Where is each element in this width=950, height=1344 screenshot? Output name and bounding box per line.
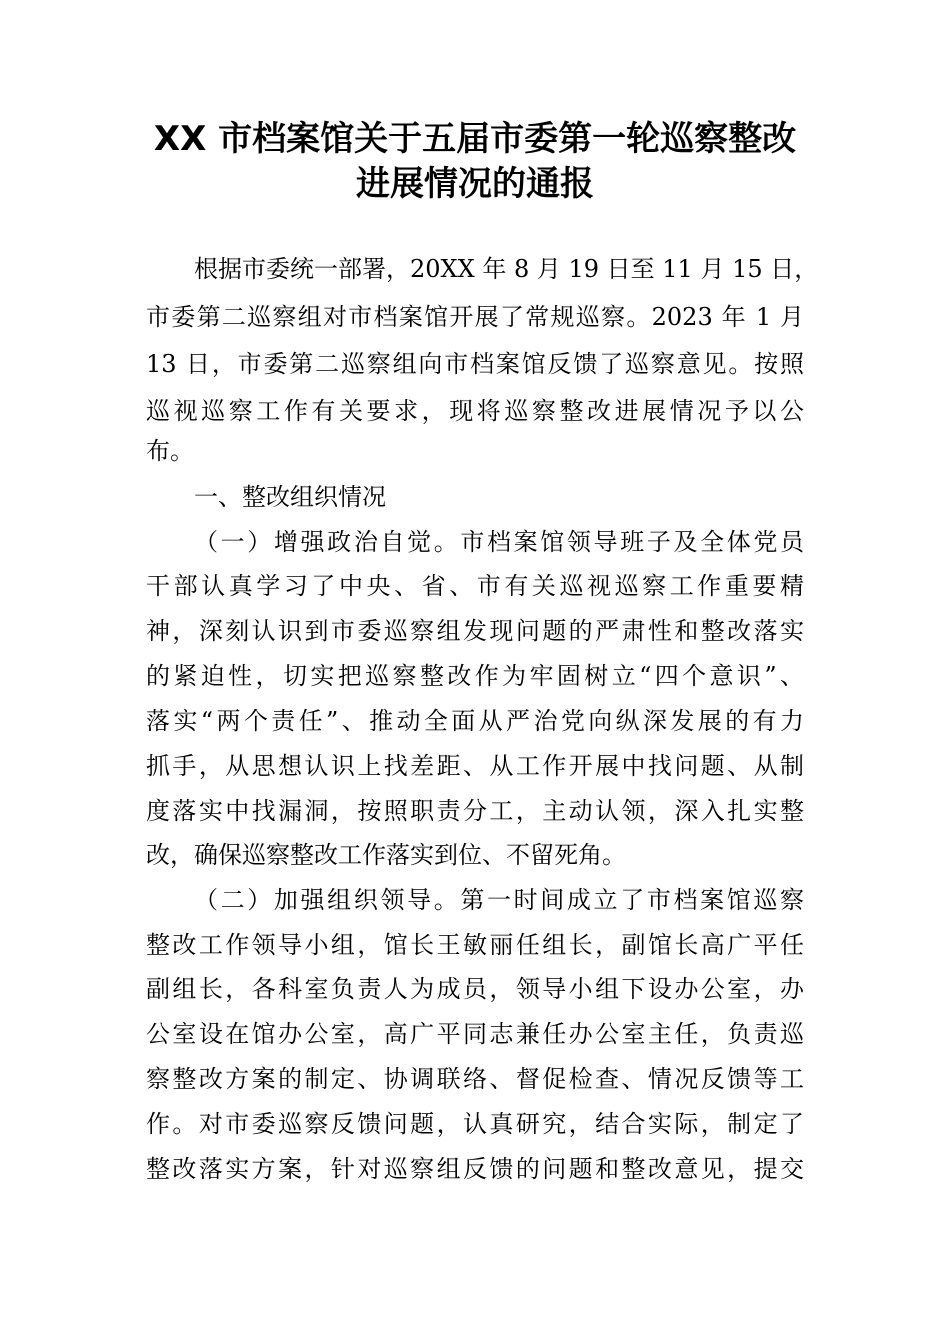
- sub1-lead: （一）增强政治自觉。: [194, 528, 461, 556]
- sub2-line-5: 察整改方案的制定、协调联络、督促检查、情况反馈等工: [146, 1065, 804, 1093]
- sub2-line-3: 副组长，各科室负责人为成员，领导小组下设办公室，办: [146, 975, 804, 1003]
- sub1-line-6: 抓手，从思想认识上找差距、从工作开展中找问题、从制: [146, 752, 804, 780]
- sub1-line-4: 的紧迫性，切实把巡察整改作为牢固树立“四个意识”、: [146, 662, 804, 690]
- intro-line-3: 13 日，市委第二巡察组向市档案馆反馈了巡察意见。按照: [146, 350, 804, 378]
- sub1-line-5: 落实“两个责任”、推动全面从严治党向纵深发展的有力: [146, 707, 804, 735]
- sub1-line-2: 干部认真学习了中央、省、市有关巡视巡察工作重要精: [146, 572, 804, 600]
- sub1-line-3: 神，深刻认识到市委巡察组发现问题的严肃性和整改落实: [146, 617, 804, 645]
- document-title-line-2: 进展情况的通报: [356, 164, 594, 204]
- sub2-line-4: 公室设在馆办公室，高广平同志兼任办公室主任，负责巡: [146, 1020, 804, 1048]
- sub1-first-line: [194, 519, 804, 565]
- section-heading: 一、整改组织情况: [194, 483, 386, 511]
- intro-line-2: 市委第二巡察组对市档案馆开展了常规巡察。2023 年 1 月: [146, 303, 804, 331]
- sub2-first-rest: 第一时间成立了市档案馆巡察: [460, 886, 805, 914]
- sub1-line-7: 度落实中找漏洞，按照职责分工，主动认领，深入扎实整: [146, 797, 804, 825]
- intro-line-5: 布。: [146, 437, 194, 465]
- intro-line-4: 巡视巡察工作有关要求，现将巡察整改进展情况予以公: [146, 397, 804, 425]
- document-title-line-1: XX 市档案馆关于五届市委第一轮巡察整改: [153, 119, 797, 159]
- sub2-lead: （二）加强组织领导。: [194, 886, 461, 914]
- sub1-line-8: 改，确保巡察整改工作落实到位、不留死角。: [146, 841, 626, 869]
- sub1-first-rest: 市档案馆领导班子及全体党员: [460, 528, 805, 556]
- intro-line-1: 根据市委统一部署，20XX 年 8 月 19 日至 11 月 15 日，: [194, 255, 819, 283]
- sub2-line-7: 整改落实方案，针对巡察组反馈的问题和整改意见，提交: [146, 1155, 804, 1183]
- sub2-first-line: [194, 877, 804, 923]
- sub2-line-6: 作。对市委巡察反馈问题，认真研究，结合实际，制定了: [146, 1110, 804, 1138]
- sub2-line-2: 整改工作领导小组，馆长王敏丽任组长，副馆长高广平任: [146, 931, 804, 959]
